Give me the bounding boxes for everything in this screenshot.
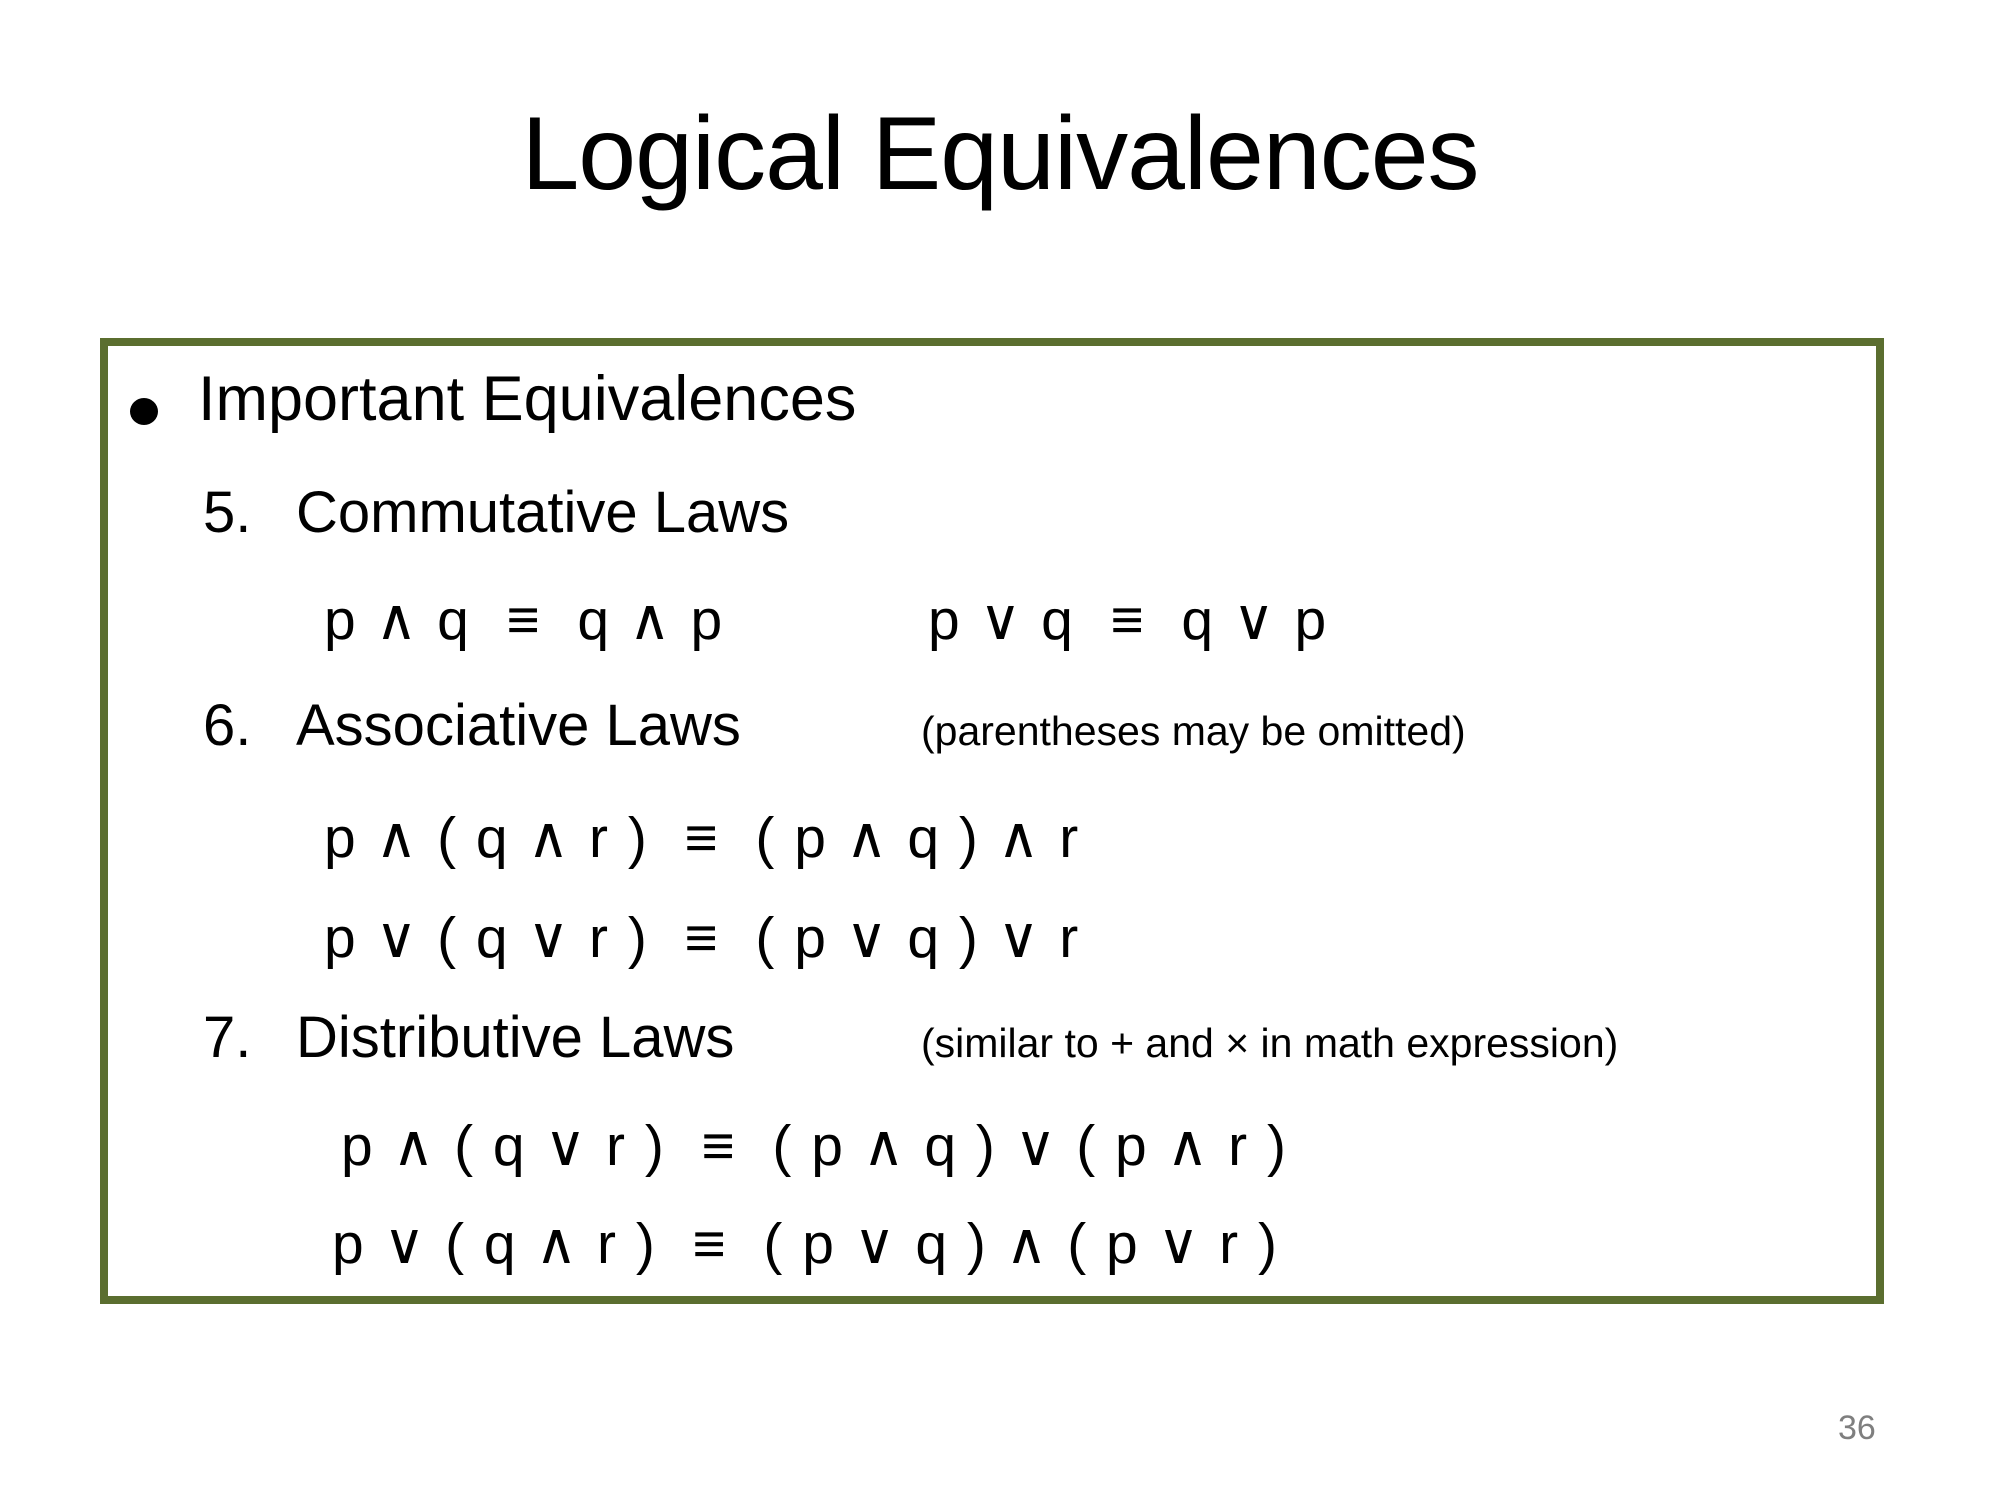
item-note: (similar to + and × in math expression) <box>921 1020 1619 1066</box>
item-title: Commutative Laws <box>296 480 790 545</box>
content-box <box>100 338 1884 1304</box>
slide-title: Logical Equivalences <box>521 96 1479 212</box>
formula-distributive-or-over-and: p ∨ ( q ∧ r ) ≡ ( p ∨ q ) ∧ ( p ∨ r ) <box>332 1212 1279 1276</box>
formula-associative-or: p ∨ ( q ∨ r ) ≡ ( p ∨ q ) ∨ r <box>324 906 1081 970</box>
bullet-icon <box>130 398 158 425</box>
formula-associative-and: p ∧ ( q ∧ r ) ≡ ( p ∧ q ) ∧ r <box>324 806 1081 870</box>
page-number: 36 <box>1838 1409 1876 1447</box>
item-title: Distributive Laws <box>296 1005 735 1070</box>
associative-formula-row-2 <box>108 904 1868 970</box>
formula-commutative-and: p ∧ q ≡ q ∧ p <box>324 588 725 652</box>
formula-distributive-and-over-or: p ∧ ( q ∨ r ) ≡ ( p ∧ q ) ∨ ( p ∧ r ) <box>341 1114 1288 1178</box>
item-associative-laws <box>108 691 1868 781</box>
item-number: 5. <box>203 480 252 545</box>
item-distributive-laws <box>108 1003 1868 1093</box>
distributive-formula-row-1 <box>108 1112 1868 1178</box>
associative-formula-row-1 <box>108 804 1868 870</box>
item-note: (parentheses may be omitted) <box>921 708 1466 754</box>
formula-commutative-or: p ∨ q ≡ q ∨ p <box>928 588 1329 652</box>
item-number: 7. <box>203 1005 252 1070</box>
item-title: Associative Laws <box>296 693 741 758</box>
commutative-formulas-row <box>108 586 1868 658</box>
item-number: 6. <box>203 693 252 758</box>
distributive-formula-row-2 <box>108 1210 1868 1276</box>
item-commutative-laws <box>108 478 1868 550</box>
bullet-heading: Important Equivalences <box>198 364 857 434</box>
